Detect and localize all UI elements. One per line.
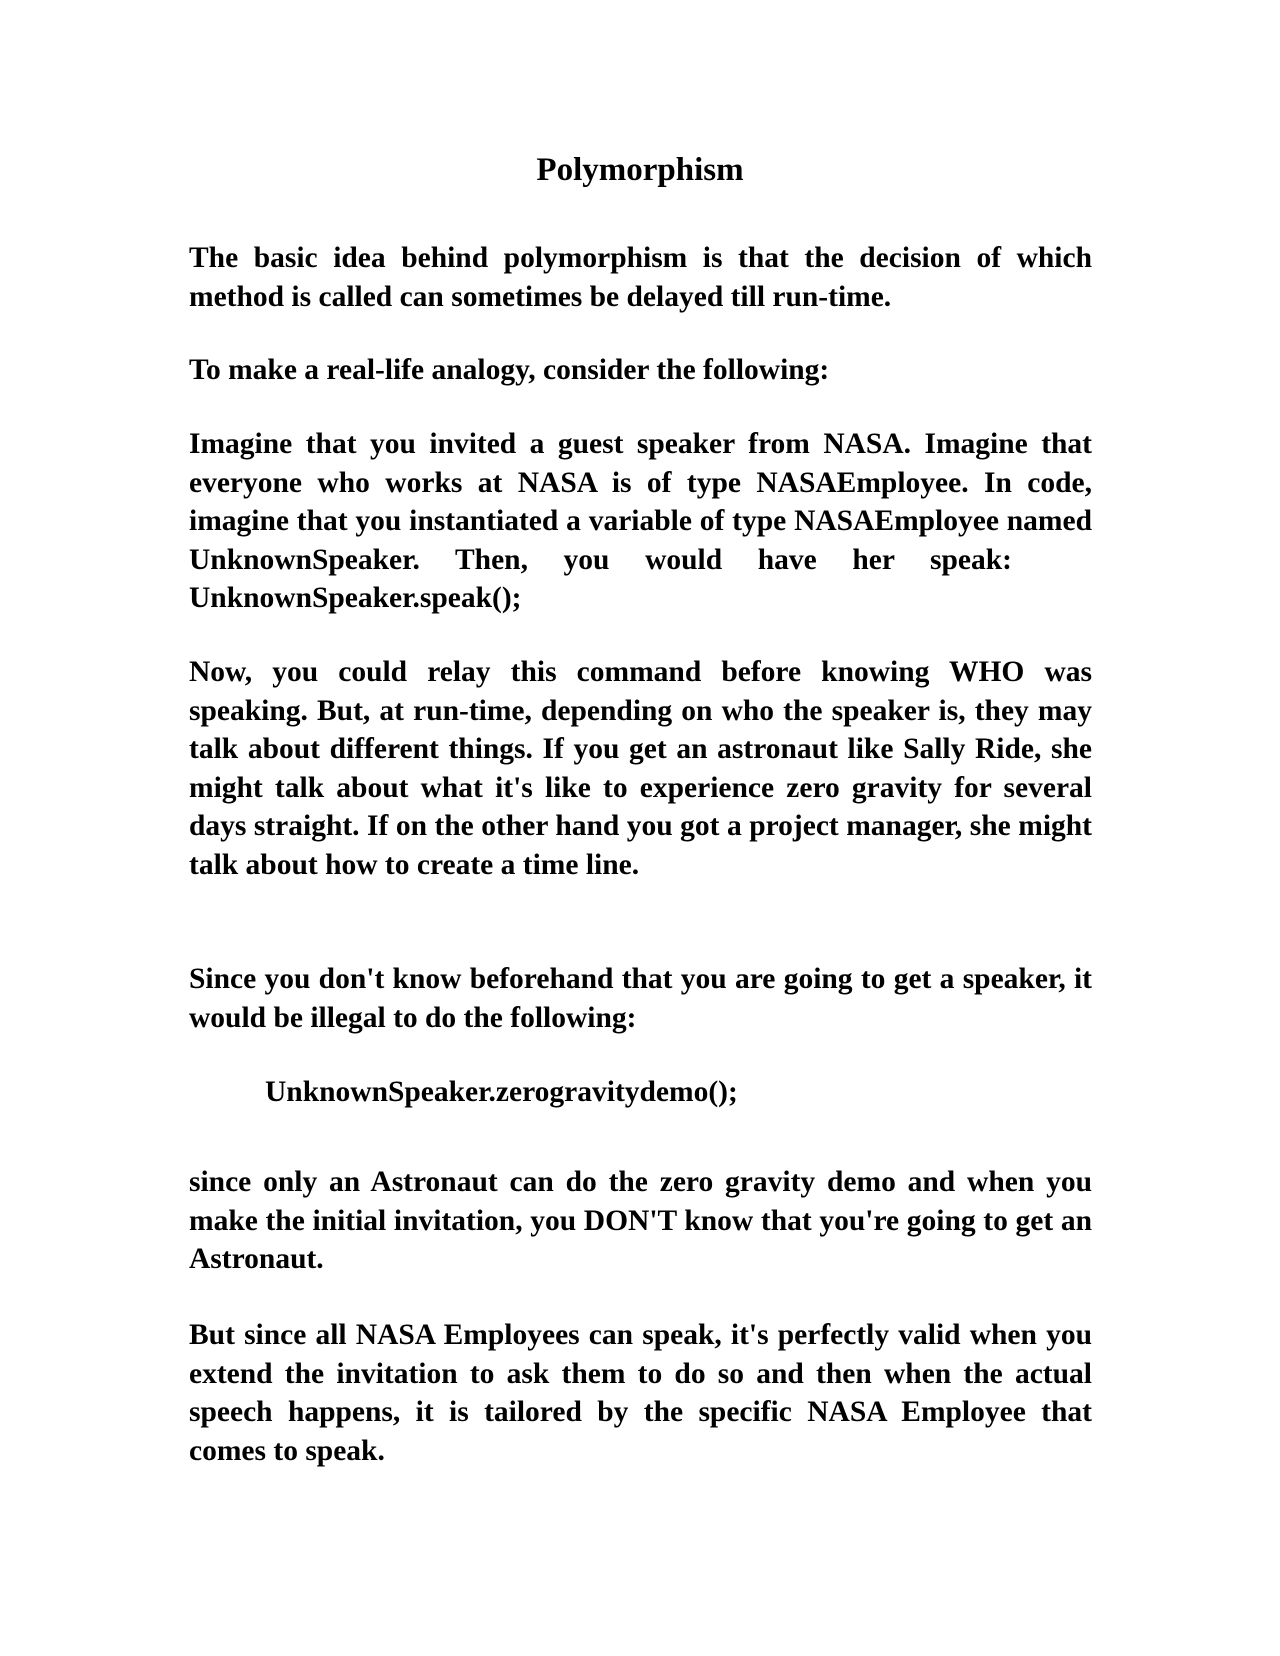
code-example: UnknownSpeaker.zerogravitydemo(); [265,1076,738,1108]
page-title: Polymorphism [536,152,744,188]
paragraph-intro: The basic idea behind polymorphism is that the decision of which method is called can sometimes be delayed till run-time. [189,242,1092,313]
paragraph-guest-speaker [189,425,1092,618]
paragraph-astronaut: since only an Astronaut can do the zero gravity demo and when you make the initial invitation, you DON'T know that you're going to get an Astronaut. [189,1166,1092,1275]
speak-code-inline: UnknownSpeaker.speak(); [189,582,522,614]
paragraph-valid: But since all NASA Employees can speak, it's perfectly valid when you extend the invitation to ask them to do so and then when the actual speech happens, it is tailored by the specific NASA Employee that comes to speak. [189,1319,1092,1467]
paragraph-analogy: To make a real-life analogy, consider the following: [189,354,830,386]
paragraph-runtime: Now, you could relay this command before knowing WHO was speaking. But, at run-time, depending on who the speaker is, they may talk about different things. If you get an astronaut like Sally Ride, she might talk about what it's like to experience zero gravity for several days straight. If on the other hand you got a project manager, she might talk about how to create a time line. [189,656,1092,881]
paragraph-illegal: Since you don't know beforehand that you are going to get a speaker, it would be illegal to do the following: [189,963,1092,1034]
guest-speaker-text: Imagine that you invited a guest speaker from NASA. Imagine that everyone who works at NASA is of type NASAEmployee. In code, imagine that you instantiated a variable of type NASAEmployee named UnknownSpeaker. Then, you would have her speak: [189,428,1092,576]
